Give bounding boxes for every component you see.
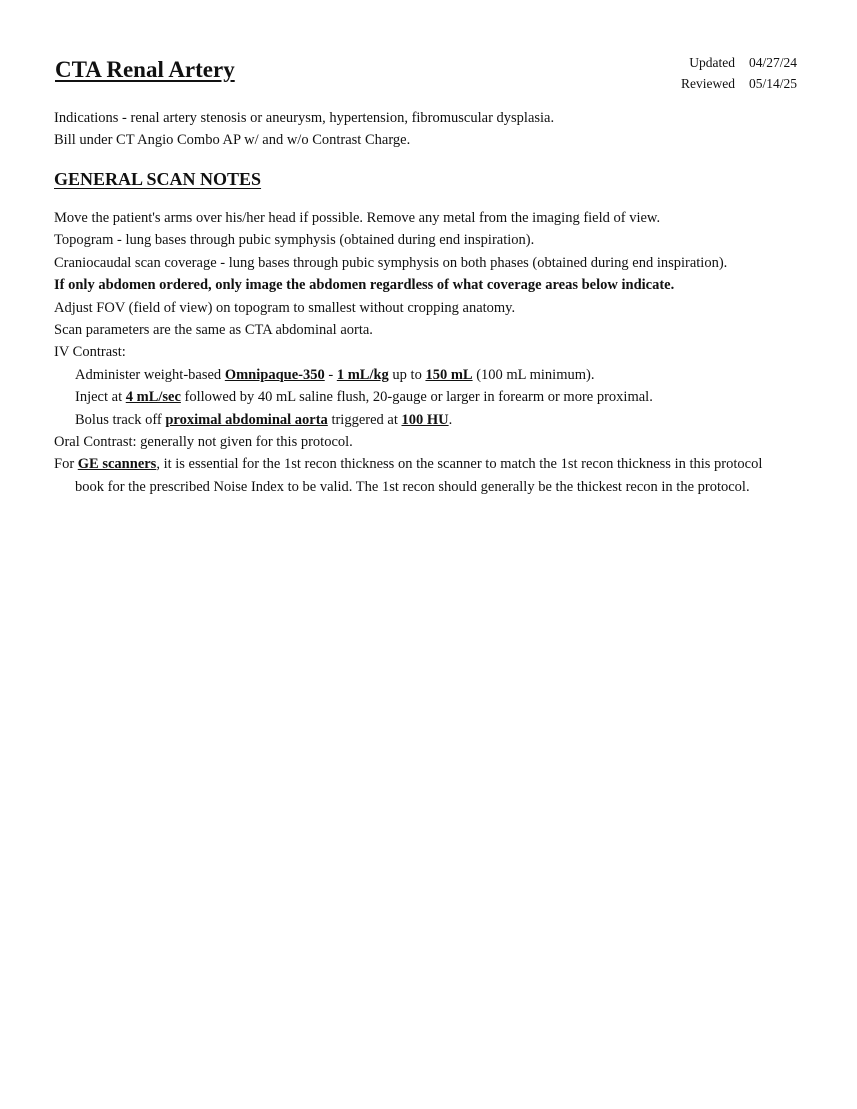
ge-text: For	[54, 456, 78, 473]
abdomen-only-note: If only abdomen ordered, only image the abdomen regardless of what coverage areas below indicate.	[54, 277, 675, 294]
oral-contrast-note: Oral Contrast: generally not given for this protocol.	[54, 434, 353, 451]
inject-text: Inject at	[75, 389, 126, 406]
bolus-line	[54, 409, 794, 431]
contrast-max: 150 mL	[425, 366, 473, 383]
administer-line	[54, 364, 794, 386]
intro-block	[54, 107, 794, 152]
billing-line: Bill under CT Angio Combo AP w/ and w/o Contrast Charge.	[54, 132, 411, 149]
scan-notes	[54, 207, 794, 498]
inject-line	[54, 386, 794, 408]
indications-line: Indications - renal artery stenosis or aneurysm, hypertension, fibromuscular dysplasia.	[54, 110, 555, 126]
inject-rate: 4 mL/sec	[125, 389, 181, 406]
reviewed-label: Reviewed	[681, 76, 735, 91]
bolus-end: .	[448, 411, 453, 428]
administer-sep: -	[324, 366, 337, 383]
topogram-note: Topogram - lung bases through pubic symphysis (obtained during end inspiration).	[54, 232, 535, 249]
inject-flush: followed by 40 mL saline flush, 20-gauge or larger in forearm or more proximal.	[180, 389, 653, 406]
administer-min: (100 mL minimum).	[472, 366, 595, 383]
administer-text: Administer weight-based	[75, 366, 225, 383]
contrast-agent: Omnipaque-350	[224, 366, 325, 383]
ge-scanners: GE scanners	[77, 456, 157, 473]
bolus-threshold: 100 HU	[401, 411, 449, 428]
ge-detail: , it is essential for the 1st recon thickness on the scanner to match the 1st recon thickness in this protocol book for the prescribed Noise Index to be valid. The 1st recon should generally be the thickest recon in the protocol.	[75, 456, 763, 495]
updated-date: 04/27/24	[748, 55, 797, 70]
bolus-trigger: triggered at	[327, 411, 402, 428]
reviewed-row	[681, 73, 797, 94]
ge-scanners-note	[54, 453, 794, 498]
section-heading: GENERAL SCAN NOTES	[54, 169, 262, 189]
parameters-note: Scan parameters are the same as CTA abdominal aorta.	[54, 322, 373, 339]
updated-label: Updated	[689, 55, 735, 70]
revision-dates	[681, 52, 797, 94]
iv-contrast-heading: IV Contrast:	[54, 344, 126, 361]
administer-upto: up to	[388, 366, 426, 383]
page-title: CTA Renal Artery	[55, 57, 235, 82]
updated-row	[681, 52, 797, 73]
bolus-text: Bolus track off	[75, 411, 166, 428]
bolus-location: proximal abdominal aorta	[165, 411, 328, 428]
reviewed-date: 05/14/25	[748, 76, 797, 91]
contrast-dose: 1 mL/kg	[336, 366, 389, 383]
coverage-note: Craniocaudal scan coverage - lung bases through pubic symphysis on both phases (obtained during end inspiration).	[54, 254, 728, 271]
fov-note: Adjust FOV (field of view) on topogram to smallest without cropping anatomy.	[54, 299, 516, 316]
arms-note: Move the patient's arms over his/her head if possible. Remove any metal from the imaging field of view.	[54, 210, 661, 226]
